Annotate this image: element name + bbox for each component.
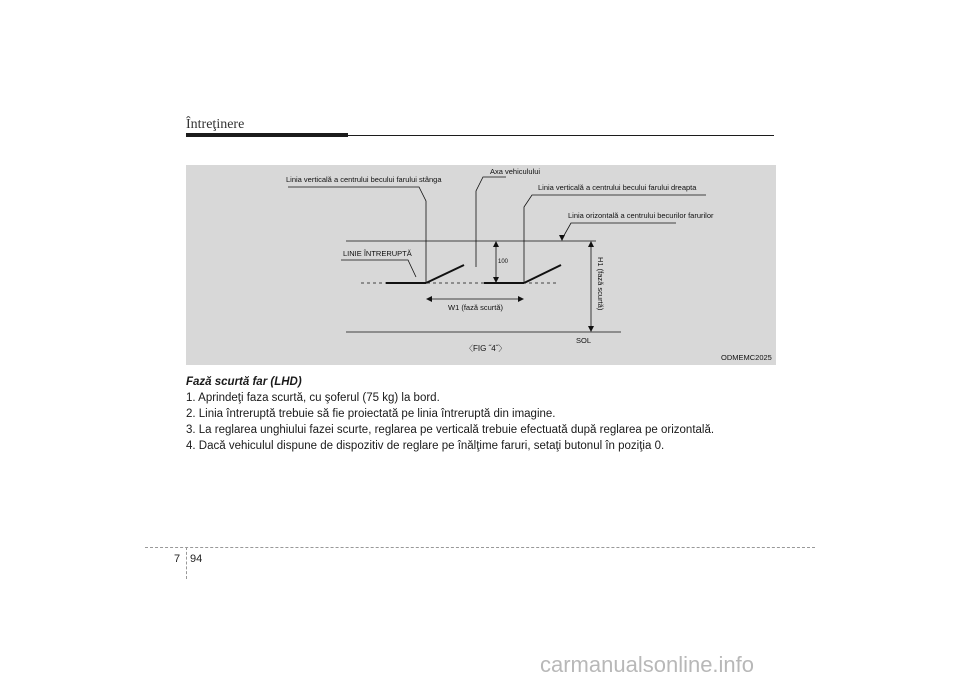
chapter-number: 7 <box>174 553 181 565</box>
footer-divider <box>145 547 815 548</box>
label-w1: W1 (fază scurtă) <box>448 303 504 312</box>
label-right-vertical: Linia verticală a centrului becului farului dreapta <box>538 183 697 192</box>
label-fig-code: ODMEMC2025 <box>721 353 772 362</box>
label-fig-ref: 〈FIG ˝4˝〉 <box>465 344 507 353</box>
step-2: 2. Linia întreruptă trebuie să fie proiectată pe linia întreruptă din imagine. <box>186 408 556 420</box>
body-heading: Fază scurtă far (LHD) <box>186 376 302 388</box>
label-ground: SOL <box>576 336 592 345</box>
footer-vertical-divider <box>186 547 187 579</box>
headlight-aim-diagram <box>186 165 776 365</box>
header-rule-thick <box>186 133 348 137</box>
watermark: carmanualsonline.info <box>540 652 755 677</box>
step-3: 3. La reglarea unghiului fazei scurte, reglarea pe verticală trebuie efectuată după reglarea pe orizontală. <box>186 424 715 436</box>
label-offset-100: 100 <box>498 259 509 265</box>
header-rule-thin <box>348 135 774 136</box>
step-4: 4. Dacă vehiculul dispune de dispozitiv de reglare pe înălţime faruri, setaţi butonul în poziţia 0. <box>186 440 665 452</box>
section-title: Întreţinere <box>186 117 245 132</box>
label-h1: H1 (fază scurtă) <box>596 257 605 311</box>
label-vehicle-axis: Axa vehiculului <box>490 167 541 176</box>
page-number: 94 <box>190 553 203 565</box>
step-1: 1. Aprindeţi faza scurtă, cu şoferul (75 kg) la bord. <box>186 392 440 404</box>
body-text <box>186 374 714 454</box>
diagram-lines <box>186 165 776 365</box>
label-horizontal-line: Linia orizontală a centrului becurilor farurilor <box>568 211 714 220</box>
label-dashed-line: LINIE ÎNTRERUPTĂ <box>343 249 412 258</box>
label-left-vertical: Linia verticală a centrului becului farului stânga <box>286 175 442 184</box>
